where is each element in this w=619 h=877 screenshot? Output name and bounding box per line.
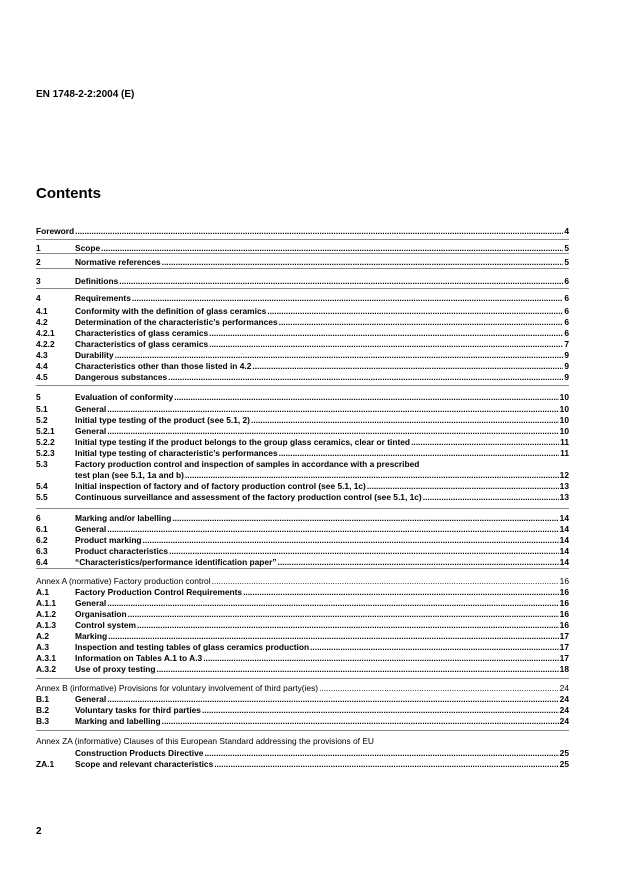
- toc-dot-leader: [169, 546, 559, 557]
- toc-entry-number: A.3.2: [36, 664, 57, 674]
- toc-divider: [36, 730, 569, 731]
- toc-entry[interactable]: [36, 492, 569, 503]
- page-number: 2: [36, 826, 42, 837]
- toc-entry-number: 1: [36, 243, 41, 253]
- toc-entry-title: Continuous surveillance and assessment of the factory production control (see 5.1, 1c): [75, 492, 422, 502]
- toc-entry[interactable]: [36, 694, 569, 705]
- toc-entry-number: 4.1: [36, 306, 48, 316]
- toc-divider: [36, 568, 569, 569]
- toc-entry-number: 4.2.1: [36, 328, 55, 338]
- toc-entry[interactable]: [36, 339, 569, 350]
- toc-entry-page: 24: [559, 716, 569, 726]
- toc-entry[interactable]: [36, 306, 569, 317]
- toc-entry-number: 4.2: [36, 317, 48, 327]
- toc-entry-number: 6: [36, 513, 41, 523]
- toc-dot-leader: [423, 492, 559, 503]
- toc-entry-title: Initial inspection of factory and of factory production control (see 5.1, 1c): [75, 481, 366, 491]
- toc-divider: [36, 288, 569, 289]
- toc-entry[interactable]: [36, 716, 569, 727]
- toc-dot-leader: [101, 243, 563, 254]
- toc-dot-leader: [157, 664, 559, 675]
- toc-divider: [36, 385, 569, 386]
- toc-entry-page: 24: [559, 694, 569, 704]
- toc-dot-leader: [319, 683, 559, 694]
- toc-entry-page: 6: [564, 317, 569, 327]
- toc-entry[interactable]: [36, 631, 569, 642]
- toc-dot-leader: [367, 481, 559, 492]
- toc-entry-number: 5.5: [36, 492, 48, 502]
- toc-dot-leader: [75, 226, 563, 237]
- toc-entry-title: test plan (see 5.1, 1a and b): [75, 470, 184, 480]
- toc-entry-title: Voluntary tasks for third parties: [75, 705, 201, 715]
- toc-dot-leader: [278, 557, 559, 568]
- toc-entry-page: 11: [560, 448, 569, 458]
- toc-entry-page: 16: [559, 587, 569, 597]
- toc-entry[interactable]: [36, 598, 569, 609]
- toc-entry-number: A.1.3: [36, 620, 57, 630]
- toc-entry[interactable]: [36, 535, 569, 546]
- toc-entry-title: Use of proxy testing: [75, 664, 156, 674]
- toc-entry-page: 24: [559, 705, 569, 715]
- toc-dot-leader: [162, 716, 559, 727]
- toc-entry-title: Information on Tables A.1 to A.3: [75, 653, 203, 663]
- toc-entry-page: 14: [559, 557, 569, 567]
- toc-entry-title: Factory Production Control Requirements: [75, 587, 243, 597]
- toc-dot-leader: [168, 372, 563, 383]
- toc-entry-page: 14: [559, 546, 569, 556]
- toc-entry-number: B.1: [36, 694, 50, 704]
- toc-entry[interactable]: [36, 257, 569, 268]
- toc-entry-title: General: [75, 404, 107, 414]
- toc-dot-leader: [107, 598, 558, 609]
- toc-entry-page: 13: [559, 481, 569, 491]
- toc-entry-number: 5.4: [36, 481, 48, 491]
- toc-entry-number: B.2: [36, 705, 50, 715]
- toc-entry-page: 16: [559, 620, 569, 630]
- toc-entry-page: 17: [559, 653, 569, 663]
- toc-entry-title: General: [75, 694, 107, 704]
- toc-entry-number: 5.2: [36, 415, 48, 425]
- toc-entry-title: Scope: [75, 243, 101, 253]
- toc-entry-page: 11: [560, 437, 569, 447]
- toc-entry-number: A.2: [36, 631, 50, 641]
- toc-entry[interactable]: [36, 513, 569, 524]
- toc-entry-page: 10: [559, 404, 569, 414]
- toc-entry[interactable]: [36, 372, 569, 383]
- toc-divider: [36, 678, 569, 679]
- toc-entry-title: Evaluation of conformity: [75, 392, 174, 402]
- toc-entry-title: Conformity with the definition of glass ceramics: [75, 306, 267, 316]
- toc-entry[interactable]: [36, 328, 569, 339]
- toc-dot-leader: [209, 339, 563, 350]
- toc-entry-page: 4: [564, 226, 569, 236]
- toc-dot-leader: [172, 513, 558, 524]
- toc-entry[interactable]: [36, 609, 569, 620]
- toc-dot-leader: [310, 642, 559, 653]
- toc-entry-title: General: [75, 426, 107, 436]
- toc-dot-leader: [128, 609, 559, 620]
- toc-entry-title: Initial type testing of characteristic’s performances: [75, 448, 278, 458]
- toc-dot-leader: [185, 470, 559, 481]
- toc-entry[interactable]: [36, 243, 569, 254]
- toc-dot-leader: [251, 415, 559, 426]
- toc-entry[interactable]: [36, 759, 569, 770]
- toc-entry-page: 25: [559, 759, 569, 769]
- toc-entry-page: 6: [564, 293, 569, 303]
- toc-entry[interactable]: [36, 546, 569, 557]
- toc-dot-leader: [107, 694, 558, 705]
- toc-entry-page: 16: [559, 609, 569, 619]
- toc-entry[interactable]: [36, 705, 569, 716]
- toc-dot-leader: [107, 404, 558, 415]
- toc-entry-page: 10: [559, 392, 569, 402]
- toc-dot-leader: [279, 317, 564, 328]
- toc-entry-number: 4.4: [36, 361, 48, 371]
- toc-entry-page: 5: [564, 257, 569, 267]
- toc-dot-leader: [267, 306, 563, 317]
- toc-entry[interactable]: [36, 576, 569, 587]
- toc-entry-title: Marking and/or labelling: [75, 513, 172, 523]
- toc-entry-page: 10: [559, 426, 569, 436]
- toc-entry-number: 6.4: [36, 557, 48, 567]
- toc-dot-leader: [132, 293, 563, 304]
- toc-entry-page: 6: [564, 276, 569, 286]
- toc-entry-number: 4.2.2: [36, 339, 55, 349]
- toc-entry-page: 9: [564, 372, 569, 382]
- toc-entry[interactable]: [36, 557, 569, 568]
- toc-entry-number: 6.3: [36, 546, 48, 556]
- toc-entry-page: 16: [559, 576, 569, 586]
- toc-entry-page: 9: [564, 350, 569, 360]
- toc-entry-page: 14: [559, 513, 569, 523]
- toc-entry[interactable]: [36, 448, 569, 459]
- toc-entry[interactable]: [36, 404, 569, 415]
- toc-entry-title: Requirements: [75, 293, 131, 303]
- toc-entry-number: 6.1: [36, 524, 48, 534]
- toc-dot-leader: [279, 448, 560, 459]
- toc-dot-leader: [209, 328, 563, 339]
- toc-entry-page: 9: [564, 361, 569, 371]
- toc-entry-number: 5.2.3: [36, 448, 55, 458]
- toc-dot-leader: [174, 392, 558, 403]
- toc-entry-page: 14: [559, 524, 569, 534]
- toc-entry-number: 5.2.1: [36, 426, 55, 436]
- document-id: EN 1748-2-2:2004 (E): [36, 89, 135, 100]
- toc-entry-page: 17: [559, 642, 569, 652]
- toc-dot-leader: [204, 748, 558, 759]
- toc-dot-leader: [119, 276, 563, 287]
- toc-entry[interactable]: [36, 683, 569, 694]
- toc-entry-number: 2: [36, 257, 41, 267]
- toc-entry[interactable]: [36, 664, 569, 675]
- toc-entry-number: 6.2: [36, 535, 48, 545]
- toc-entry-number: A.3: [36, 642, 50, 652]
- toc-dot-leader: [137, 620, 559, 631]
- toc-entry-title: Characteristics other than those listed in 4.2: [75, 361, 252, 371]
- toc-dot-leader: [411, 437, 559, 448]
- toc-dot-leader: [107, 426, 558, 437]
- toc-entry-number: A.1.1: [36, 598, 57, 608]
- toc-dot-leader: [107, 524, 558, 535]
- toc-entry[interactable]: [36, 350, 569, 361]
- toc-entry-title: Product marking: [75, 535, 142, 545]
- toc-entry-number: 4.3: [36, 350, 48, 360]
- toc-entry-number: 5: [36, 392, 41, 402]
- toc-entry[interactable]: [36, 415, 569, 426]
- toc-entry-title: Annex A (normative) Factory production control: [36, 576, 211, 586]
- toc-divider: [36, 508, 569, 509]
- toc-dot-leader: [214, 759, 558, 770]
- toc-entry[interactable]: [36, 293, 569, 304]
- contents-heading: Contents: [36, 185, 101, 202]
- toc-entry[interactable]: [36, 361, 569, 372]
- toc-dot-leader: [202, 705, 559, 716]
- toc-entry-number: A.1.2: [36, 609, 57, 619]
- toc-entry-title: Definitions: [75, 276, 119, 286]
- toc-entry-title: Normative references: [75, 257, 161, 267]
- toc-entry-title: Durability: [75, 350, 114, 360]
- toc-entry-page: 13: [559, 492, 569, 502]
- toc-entry[interactable]: [36, 226, 569, 237]
- toc-entry-page: 17: [559, 631, 569, 641]
- toc-entry-page: 7: [564, 339, 569, 349]
- toc-entry-page: 12: [559, 470, 569, 480]
- toc-entry[interactable]: [36, 437, 569, 448]
- toc-entry-number: ZA.1: [36, 759, 55, 769]
- toc-entry-title: Organisation: [75, 609, 127, 619]
- toc-dot-leader: [212, 576, 559, 587]
- toc-entry-title: Scope and relevant characteristics: [75, 759, 214, 769]
- toc-entry-page: 25: [559, 748, 569, 758]
- toc-entry-number: A.3.1: [36, 653, 57, 663]
- toc-divider: [36, 239, 569, 240]
- toc-dot-leader: [108, 631, 559, 642]
- toc-entry-number: 3: [36, 276, 41, 286]
- toc-entry[interactable]: [36, 426, 569, 437]
- toc-entry-title: Marking and labelling: [75, 716, 161, 726]
- toc-entry-title: Characteristics of glass ceramics: [75, 328, 209, 338]
- toc-entry-page: 6: [564, 306, 569, 316]
- toc-entry-page: 24: [559, 683, 569, 693]
- toc-entry-page: 18: [559, 664, 569, 674]
- toc-entry-number: 4: [36, 293, 41, 303]
- toc-entry-title: Marking: [75, 631, 108, 641]
- toc-entry[interactable]: [36, 620, 569, 631]
- toc-entry-number: A.1: [36, 587, 50, 597]
- toc-entry[interactable]: [36, 392, 569, 403]
- toc-entry-page: 14: [559, 535, 569, 545]
- toc-entry-title: Foreword: [36, 226, 75, 236]
- toc-entry-title: Annex B (informative) Provisions for voluntary involvement of third party(ies): [36, 683, 319, 693]
- toc-entry-title: Inspection and testing tables of glass ceramics production: [75, 642, 310, 652]
- toc-entry-number: 5.3: [36, 459, 48, 469]
- toc-dot-leader: [143, 535, 559, 546]
- toc-entry-title: Dangerous substances: [75, 372, 168, 382]
- toc-entry-title: Characteristics of glass ceramics: [75, 339, 209, 349]
- toc-entry-title: Construction Products Directive: [75, 748, 204, 758]
- toc-entry-title: “Characteristics/performance identification paper”: [75, 557, 277, 567]
- toc-entry-page: 6: [564, 328, 569, 338]
- toc-entry-title: General: [75, 598, 107, 608]
- toc-entry[interactable]: [36, 276, 569, 287]
- toc-entry-title: Factory production control and inspection of samples in accordance with a prescribed: [75, 459, 420, 469]
- toc-entry-title: Annex ZA (informative) Clauses of this European Standard addressing the provisions of EU: [36, 736, 374, 746]
- toc-entry[interactable]: [36, 470, 569, 481]
- toc-entry-number: 5.2.2: [36, 437, 55, 447]
- toc-entry[interactable]: [36, 587, 569, 598]
- toc-dot-leader: [115, 350, 564, 361]
- toc-dot-leader: [162, 257, 564, 268]
- toc-entry-title: General: [75, 524, 107, 534]
- toc-entry-title: Initial type testing of the product (see 5.1, 2): [75, 415, 250, 425]
- toc-dot-leader: [203, 653, 558, 664]
- toc-dot-leader: [252, 361, 563, 372]
- toc-divider: [36, 268, 569, 269]
- toc-entry[interactable]: [36, 736, 569, 747]
- toc-entry-title: Determination of the characteristic’s performances: [75, 317, 278, 327]
- toc-entry[interactable]: [36, 748, 569, 759]
- toc-entry-page: 10: [559, 415, 569, 425]
- toc-entry[interactable]: [36, 481, 569, 492]
- toc-entry[interactable]: [36, 653, 569, 664]
- toc-entry-page: 5: [564, 243, 569, 253]
- toc-entry-title: Initial type testing if the product belongs to the group glass ceramics, clear or tinted: [75, 437, 411, 447]
- toc-entry[interactable]: [36, 642, 569, 653]
- toc-entry-page: 16: [559, 598, 569, 608]
- toc-entry-title: Control system: [75, 620, 136, 630]
- toc-entry[interactable]: [36, 459, 569, 470]
- toc-entry-number: 4.5: [36, 372, 48, 382]
- toc-entry-title: Product characteristics: [75, 546, 169, 556]
- toc-entry-number: B.3: [36, 716, 50, 726]
- toc-dot-leader: [243, 587, 559, 598]
- toc-entry[interactable]: [36, 317, 569, 328]
- toc-entry[interactable]: [36, 524, 569, 535]
- toc-entry-number: 5.1: [36, 404, 48, 414]
